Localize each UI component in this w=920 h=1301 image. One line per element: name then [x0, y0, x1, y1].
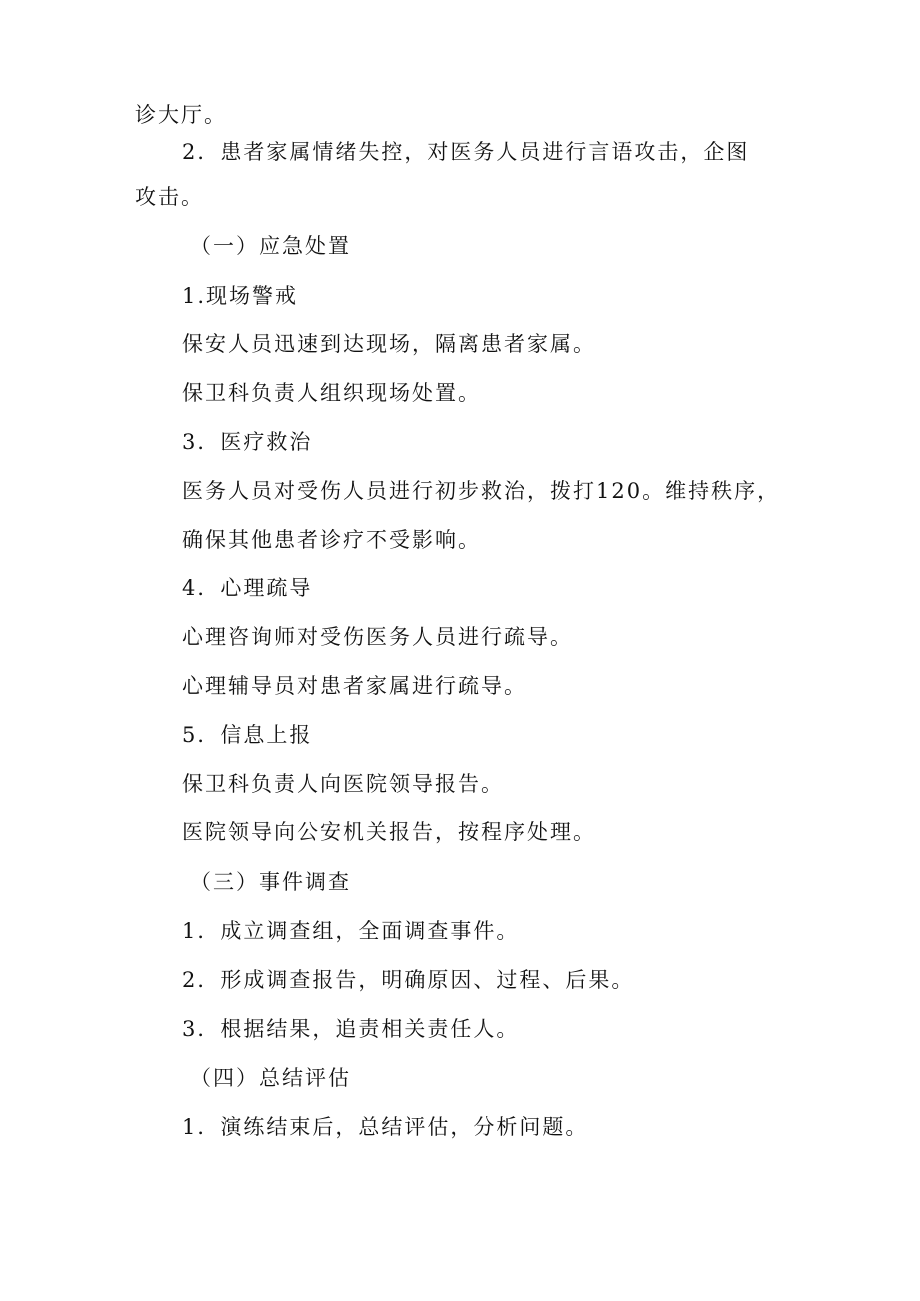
text-line-item-2: 2．患者家属情绪失控，对医务人员进行言语攻击，企图	[182, 140, 750, 164]
paragraph: 保卫科负责人组织现场处置。	[182, 381, 481, 405]
subheading-treatment: 3．医疗救治	[182, 430, 313, 454]
subheading-reporting: 5．信息上报	[182, 723, 313, 747]
paragraph: 心理辅导员对患者家属进行疏导。	[182, 674, 527, 698]
subheading-counseling: 4．心理疏导	[182, 576, 313, 600]
section-heading-evaluation: （四）总结评估	[190, 1066, 351, 1090]
list-item: 1．成立调查组，全面调查事件。	[182, 919, 520, 943]
paragraph: 医院领导向公安机关报告，按程序处理。	[182, 820, 596, 844]
paragraph: 确保其他患者诊疗不受影响。	[182, 528, 481, 552]
paragraph: 保卫科负责人向医院领导报告。	[182, 772, 504, 796]
section-heading-investigation: （三）事件调查	[190, 870, 351, 894]
list-item: 1．演练结束后，总结评估，分析问题。	[182, 1115, 589, 1139]
paragraph: 保安人员迅速到达现场，隔离患者家属。	[182, 332, 596, 356]
paragraph: 医务人员对受伤人员进行初步救治，拨打120。维持秩序，	[182, 479, 781, 503]
list-item: 3．根据结果，追责相关责任人。	[182, 1017, 520, 1041]
list-item: 2．形成调查报告，明确原因、过程、后果。	[182, 968, 635, 992]
text-line-continuation: 攻击。	[135, 185, 204, 209]
section-heading-emergency: （一）应急处置	[190, 234, 351, 258]
text-line-continuation: 诊大厅。	[135, 103, 227, 127]
subheading-cordon: 1.现场警戒	[182, 284, 299, 308]
paragraph: 心理咨询师对受伤医务人员进行疏导。	[182, 625, 573, 649]
